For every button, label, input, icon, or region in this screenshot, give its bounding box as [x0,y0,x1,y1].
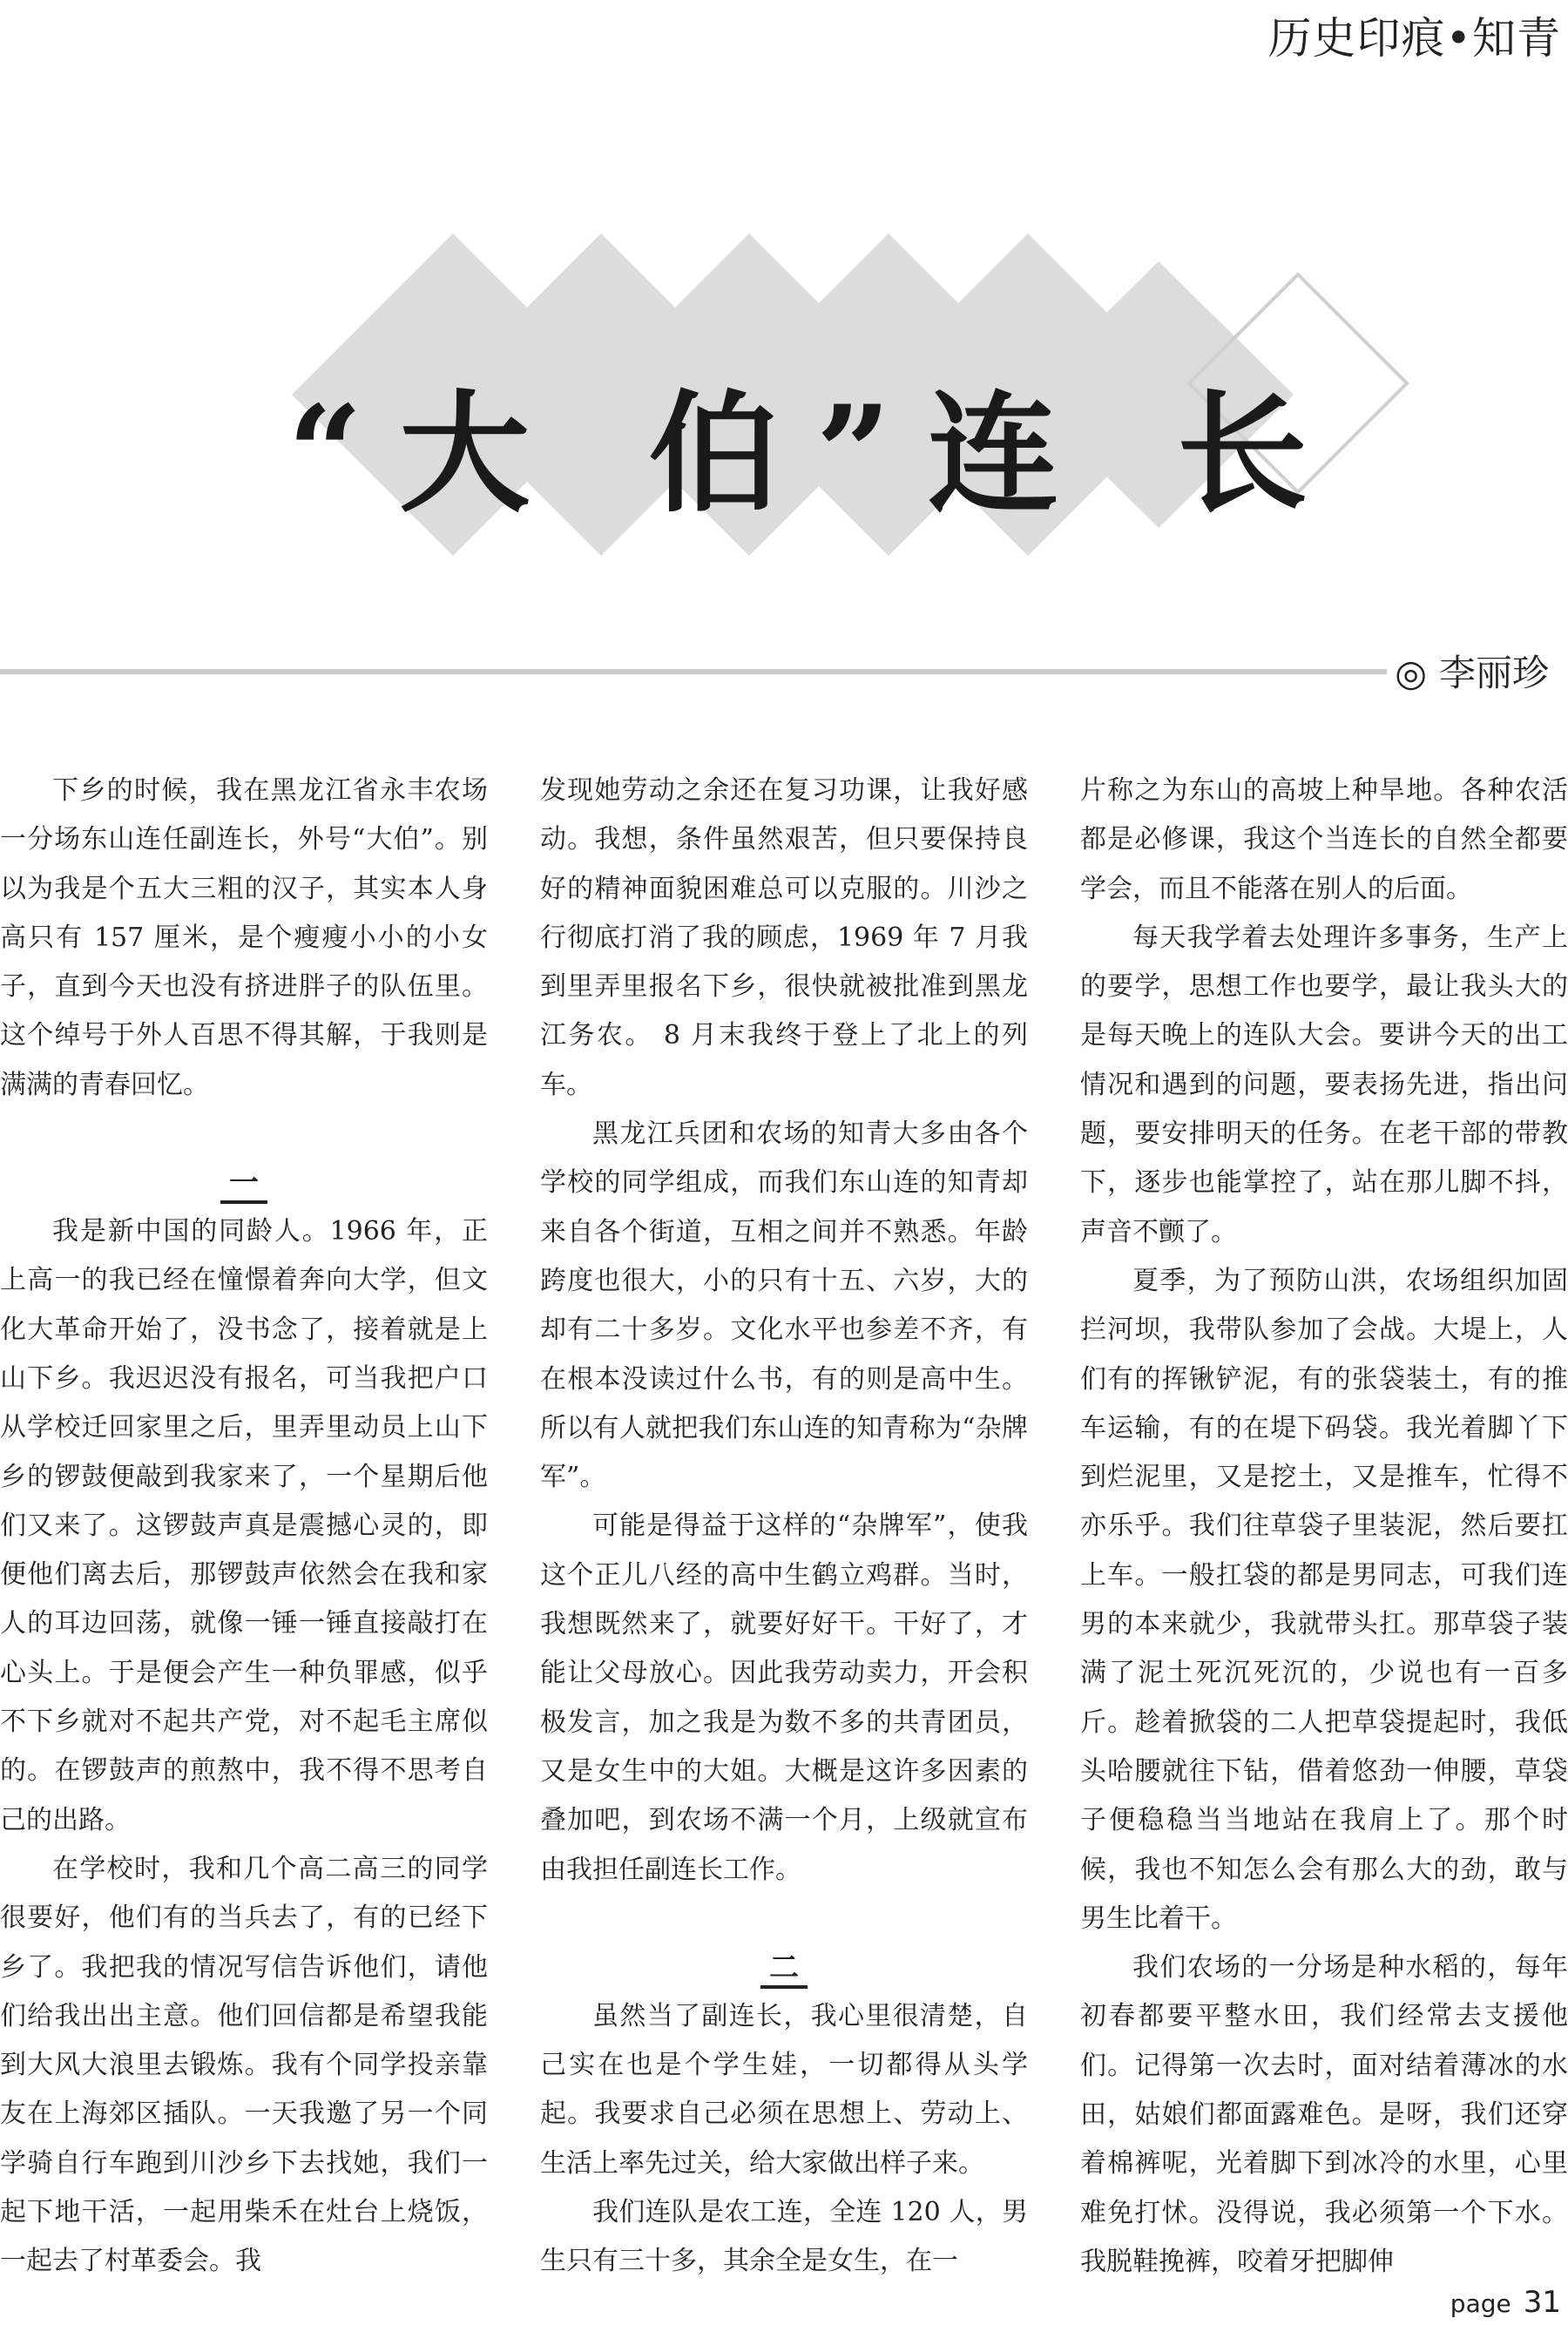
body-paragraph: 我们农场的一分场是种水稻的，每年初春都要平整水田，我们经常去支援他们。记得第一次去时，面对结着薄冰的水田，姑娘们都面露难色。是呀，我们还穿着棉裤呢，光着脚下到冰冷的水里，心里难免打怵。没得说，我必须第一个下水。我脱鞋挽裤，咬着牙把脚伸 [1080,1952,1568,2277]
section-heading-text: 一 [220,1166,267,1204]
byline-mark: ◎ [1395,652,1427,694]
section-heading [0,1159,488,1207]
text-column-1 [0,767,488,2287]
page-number: 31 [1523,2285,1561,2320]
title-divider [0,669,1387,674]
body-paragraph: 虽然当了副连长，我心里很清楚，自己实在也是个学生娃，一切都得从头学起。我要求自己必须在思想上、劳动上、生活上率先过关，给大家做出样子来。 [540,2000,1028,2179]
body-paragraph: 每天我学着去处理许多事务，生产上的要学，思想工作也要学，最让我头大的是每天晚上的连队大会。要讲今天的出工情况和遇到的问题，要表扬先进，指出问题，要安排明天的任务。在老干部的带教下，逐步也能掌控了，站在那儿脚不抖，声音不颤了。 [1080,922,1568,1247]
body-paragraph: 在学校时，我和几个高二高三的同学很要好，他们有的当兵去了，有的已经下乡了。我把我的情况写信告诉他们，请他们给我出出主意。他们回信都是希望我能到大风大浪里去锻炼。我有个同学投亲靠友在上海郊区插队。一天我邀了另一个同学骑自行车跑到川沙乡下去找她，我们一起下地干活，一起用柴禾在灶台上烧饭，一起去了村革委会。我 [0,1853,488,2277]
page-label: page [1450,2289,1511,2318]
section-heading-text: 二 [760,1950,808,1989]
body-paragraph: 夏季，为了预防山洪，农场组织加固拦河坝，我带队参加了会战。大堤上，人们有的挥锹铲泥，有的张袋装土，有的推车运输，有的在堤下码袋。我光着脚丫下到烂泥里，又是挖土，又是推车，忙得不亦乐乎。我们往草袋子里装泥，然后要扛上车。一般扛袋的都是男同志，可我们连男的本来就少，我就带头扛。那草袋子装满了泥土死沉死沉的，少说也有一百多斤。趁着掀袋的二人把草袋提起时，我低头哈腰就往下钻，借着悠劲一伸腰，草袋子便稳稳当当地站在我肩上了。那个时候，我也不知怎么会有那么大的劲，敢与男生比着干。 [1080,1265,1568,1934]
author-byline [1395,645,1549,697]
body-paragraph: 我们连队是农工连，全连 120 人，男生只有三十多，其余全是女生，在一 [540,2197,1028,2277]
page-footer [1450,2285,1561,2320]
body-paragraph: 下乡的时候，我在黑龙江省永丰农场一分场东山连任副连长，外号“大伯”。别以为我是个五大三粗的汉子，其实本人身高只有 157 厘米，是个瘦瘦小小的小女子，直到今天也没有挤进胖子的队伍里。这个绰号于外人百思不得其解，于我则是满满的青春回忆。 [0,775,488,1100]
body-paragraph: 发现她劳动之余还在复习功课，让我好感动。我想，条件虽然艰苦，但只要保持良好的精神面貌困难总可以克服的。川沙之行彻底打消了我的顾虑，1969 年 7 月我到里弄里报名下乡，很快就被批准到黑龙江务农。 8 月末我终于登上了北上的列车。 [540,775,1028,1100]
article-title: “大 伯”连 长 [287,377,1345,531]
section-heading [540,1943,1028,1992]
body-paragraph: 可能是得益于这样的“杂牌军”，使我这个正儿八经的高中生鹤立鸡群。当时，我想既然来了，就要好好干。干好了，才能让父母放心。因此我劳动卖力，开会积极发言，加之我是为数不多的共青团员，又是女生中的大姐。大概是这许多因素的叠加吧，到农场不满一个月，上级就宣布由我担任副连长工作。 [540,1511,1028,1885]
body-paragraph: 黑龙江兵团和农场的知青大多由各个学校的同学组成，而我们东山连的知青却来自各个街道，互相之间并不熟悉。年龄跨度也很大，小的只有十五、六岁，大的却有二十多岁。文化水平也参差不齐，有在根本没读过什么书，有的则是高中生。所以有人就把我们东山连的知青称为“杂牌军”。 [540,1119,1028,1493]
body-paragraph: 我是新中国的同龄人。1966 年，正上高一的我已经在憧憬着奔向大学，但文化大革命开始了，没书念了，接着就是上山下乡。我迟迟没有报名，可当我把户口从学校迁回家里之后，里弄里动员上山下乡的锣鼓便敲到我家来了，一个星期后他们又来了。这锣鼓声真是震撼心灵的，即便他们离去后，那锣鼓声依然会在我和家人的耳边回荡，就像一锤一锤直接敲打在心头上。于是便会产生一种负罪感，似乎不下乡就对不起共产党，对不起毛主席似的。在锣鼓声的煎熬中，我不得不思考自己的出路。 [0,1216,488,1835]
section-header: 历史印痕•知青 [1267,13,1561,64]
text-column-2 [540,767,1028,2287]
text-column-3 [1080,767,1568,2287]
body-paragraph: 片称之为东山的高坡上种旱地。各种农活都是必修课，我这个当连长的自然全都要学会，而且不能落在别人的后面。 [1080,775,1568,904]
author-name: 李丽珍 [1438,652,1549,694]
